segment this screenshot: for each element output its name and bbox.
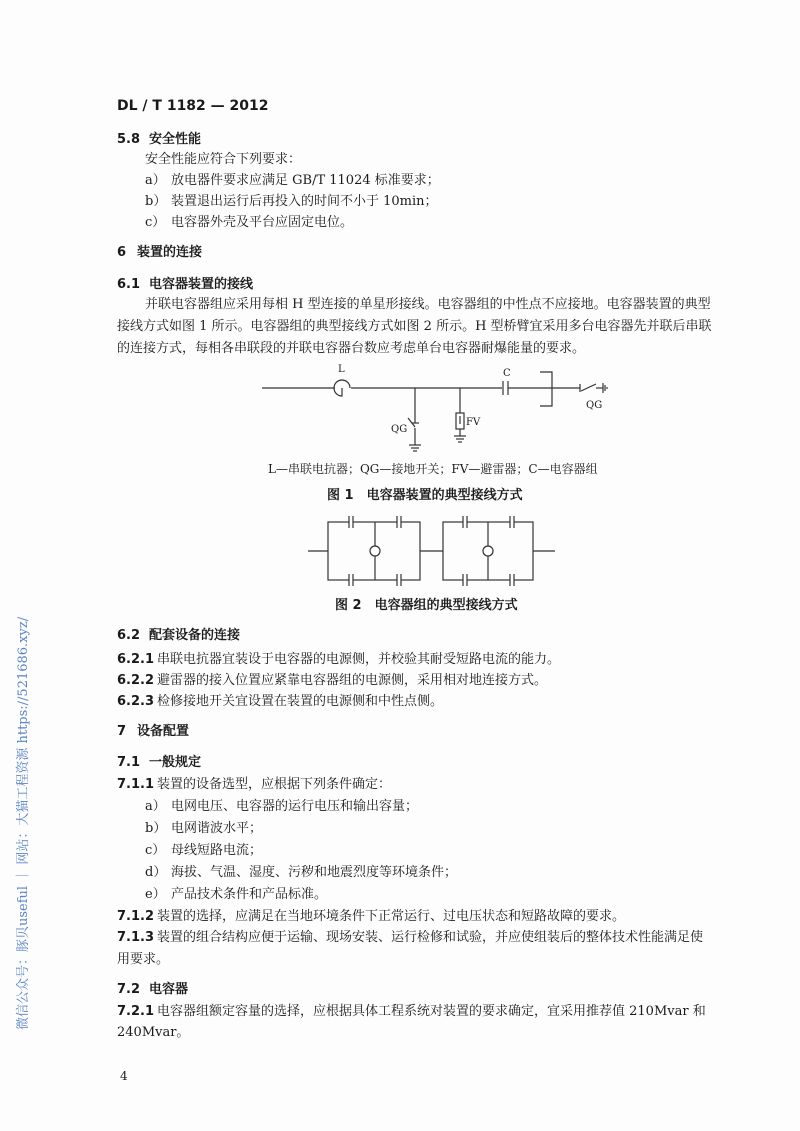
clause-continued: 用要求。 bbox=[117, 952, 170, 967]
paragraph: 安全性能应符合下列要求： bbox=[145, 152, 302, 167]
label-QG: QG bbox=[391, 424, 408, 435]
section-7-2-heading: 7.2 电容器 bbox=[117, 982, 189, 997]
section-7-1-heading: 7.1 一般规定 bbox=[117, 755, 202, 770]
figure-2-caption: 图 2 电容器组的典型接线方式 bbox=[335, 598, 518, 613]
list-item: e） 产品技术条件和产品标准。 bbox=[145, 887, 328, 902]
clause: 7.1.3 装置的组合结构应便于运输、现场安装、运行检修和试验，并应使组装后的整体技术性能满足使 bbox=[117, 930, 704, 945]
paragraph-line: 并联电容器组应采用每相 H 型连接的单星形接线。电容器组的中性点不应接地。电容器装置的典型 bbox=[145, 297, 711, 312]
label-FV: FV bbox=[466, 417, 481, 428]
clause: 7.1.2 装置的选择，应满足在当地环境条件下正常运行、过电压状态和短路故障的要求。 bbox=[117, 909, 626, 924]
section-6-2-heading: 6.2 配套设备的连接 bbox=[117, 628, 241, 643]
clause: 7.1.1 装置的设备选型，应根据下列条件确定： bbox=[117, 777, 392, 792]
paragraph-line: 的连接方式，每相各串联段的并联电容器台数应考虑单台电容器耐爆能量的要求。 bbox=[117, 341, 586, 356]
ground-switch-icon bbox=[581, 384, 596, 391]
clause: 6.2.2 避雷器的接入位置应紧靠电容器组的电源侧，采用相对地连接方式。 bbox=[117, 673, 548, 688]
figure-1-circuit bbox=[262, 372, 607, 451]
figure-2-circuit bbox=[308, 516, 555, 586]
clause: 6.2.1 串联电抗器宜装设于电容器的电源侧，并校验其耐受短路电流的能力。 bbox=[117, 652, 561, 667]
reactor-icon bbox=[334, 380, 350, 396]
list-item: d） 海拔、气温、湿度、污秽和地震烈度等环境条件； bbox=[145, 865, 458, 880]
document-header: DL / T 1182 — 2012 bbox=[117, 98, 269, 114]
section-5-8-heading: 5.8 安全性能 bbox=[117, 132, 202, 147]
clause: 7.2.1 电容器组额定容量的选择，应根据具体工程系统对装置的要求确定，宜采用推荐值 210Mvar 和 bbox=[117, 1004, 706, 1019]
label-QG: QG bbox=[586, 400, 603, 411]
list-item: a） 放电器件要求应满足 GB/T 11024 标准要求； bbox=[145, 173, 440, 188]
figure-1-legend: L—串联电抗器；QG—接地开关；FV—避雷器；C—电容器组 bbox=[268, 462, 598, 476]
section-7-heading: 7 设备配置 bbox=[117, 724, 190, 739]
section-6-heading: 6 装置的连接 bbox=[117, 245, 203, 260]
list-item: a） 电网电压、电容器的运行电压和输出容量； bbox=[145, 799, 419, 814]
label-L: L bbox=[338, 364, 345, 375]
section-6-1-heading: 6.1 电容器装置的接线 bbox=[117, 277, 254, 292]
label-C: C bbox=[503, 368, 511, 379]
list-item: c） 母线短路电流； bbox=[145, 843, 263, 858]
paragraph-line: 接线方式如图 1 所示。电容器组的典型接线方式如图 2 所示。H 型桥臂宜采用多台电容器先并联后串联 bbox=[117, 319, 712, 334]
list-item: b） 装置退出运行后再投入的时间不小于 10min； bbox=[145, 194, 438, 209]
watermark: 微信公众号：豚贝useful ｜ 网站：大猫工程资源 https://521686.xyz/ bbox=[16, 616, 31, 1030]
clause-continued: 240Mvar。 bbox=[117, 1025, 190, 1040]
list-item: b） 电网谐波水平； bbox=[145, 821, 263, 836]
figure-1-caption: 图 1 电容器装置的典型接线方式 bbox=[327, 488, 523, 503]
clause: 6.2.3 检修接地开关宜设置在装置的电源侧和中性点侧。 bbox=[117, 694, 444, 709]
list-item: c） 电容器外壳及平台应固定电位。 bbox=[145, 215, 354, 230]
page-number: 4 bbox=[120, 1069, 128, 1083]
